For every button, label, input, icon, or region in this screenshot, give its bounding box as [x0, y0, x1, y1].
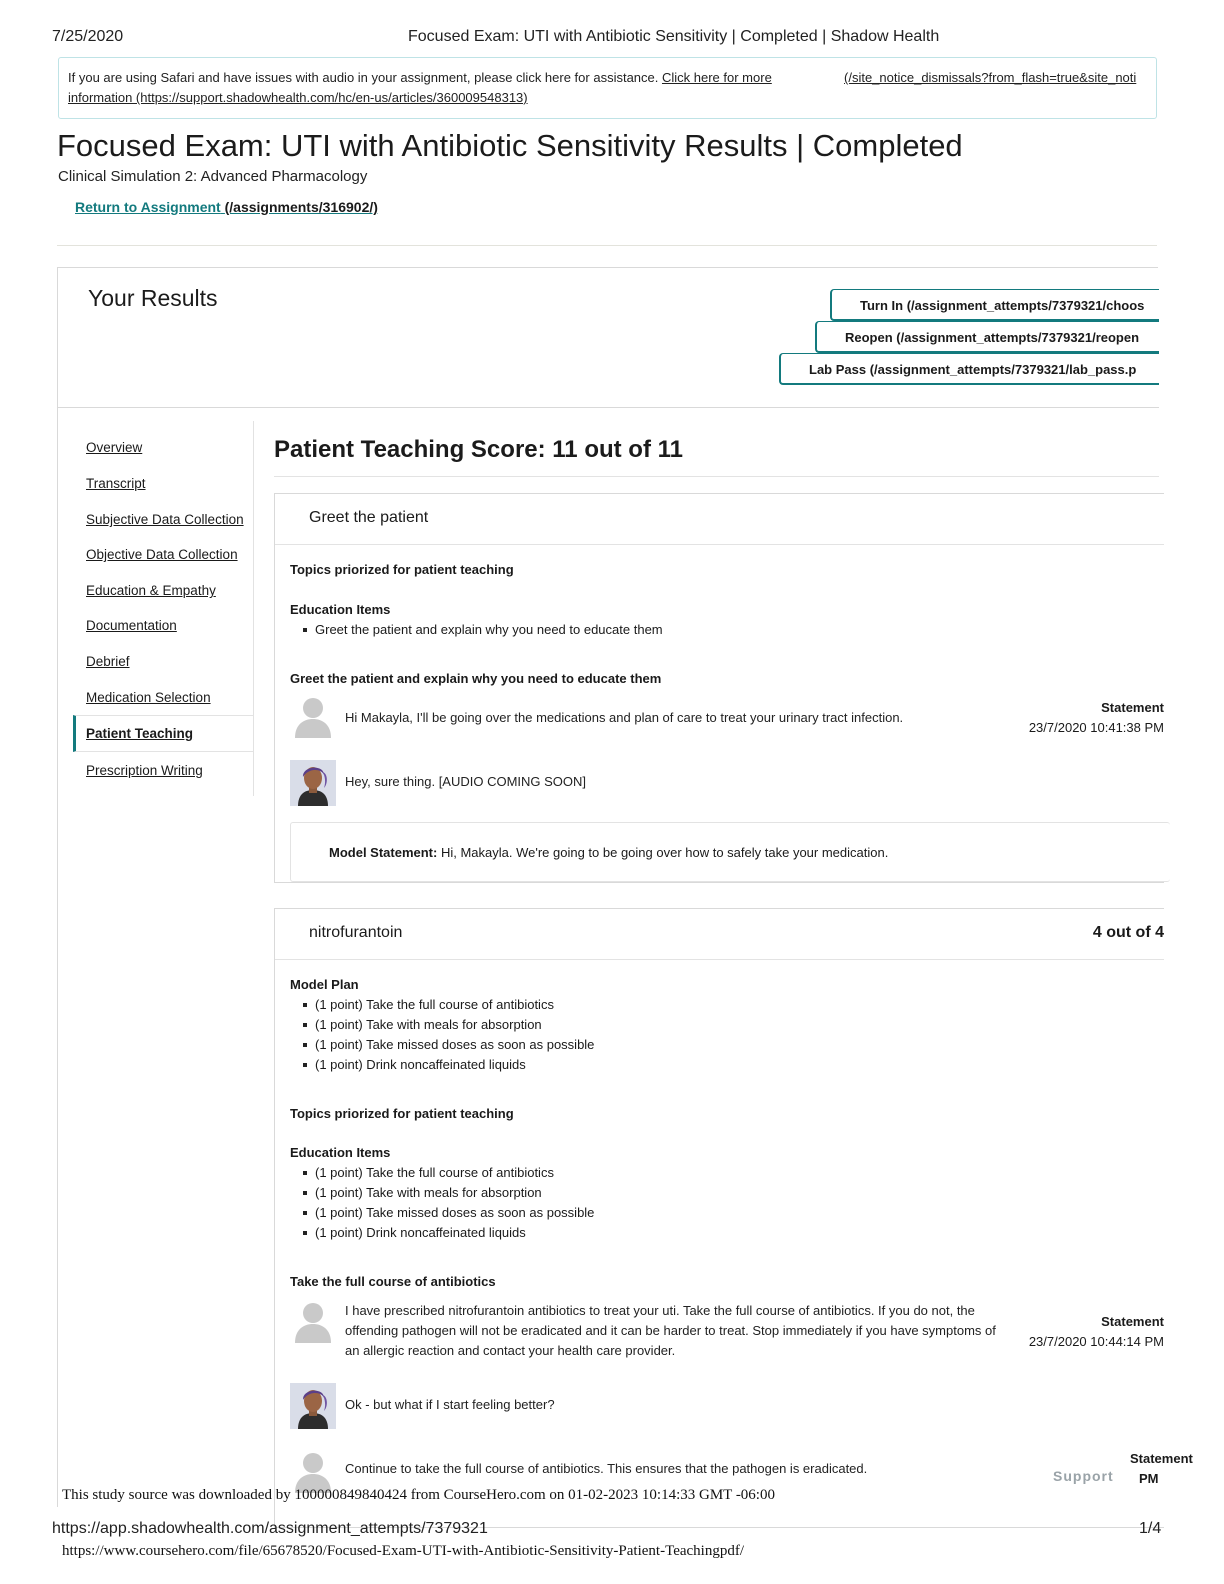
turn-in-button[interactable]: Turn In (/assignment_attempts/7379321/choos — [830, 289, 1159, 321]
score-title: Patient Teaching Score: 11 out of 11 — [274, 436, 683, 463]
sidebar-item-overview[interactable]: Overview — [86, 440, 143, 455]
statement-time: 23/7/2020 10:44:14 PM — [1028, 1334, 1164, 1349]
sidebar-item-medication-selection[interactable]: Medication Selection — [86, 690, 211, 705]
education-items-label: Education Items — [290, 602, 391, 617]
patient-avatar — [290, 1383, 336, 1429]
education-items-label: Education Items — [290, 1145, 391, 1160]
user-silhouette-icon — [290, 692, 336, 738]
sidebar-item-patient-teaching[interactable]: Patient Teaching — [86, 726, 194, 741]
education-item: Greet the patient and explain why you need to educate them — [315, 622, 663, 637]
divider — [57, 245, 1157, 246]
student-avatar — [290, 1297, 336, 1343]
statement-label: Statement — [1101, 1314, 1164, 1329]
print-url: https://app.shadowhealth.com/assignment_attempts/7379321 — [52, 1520, 488, 1537]
page-number: 1/4 — [1139, 1520, 1162, 1537]
support-button[interactable]: Support — [1053, 1468, 1114, 1484]
return-path: (/assignments/316902/) — [224, 199, 378, 215]
model-plan-item: (1 point) Take with meals for absorption — [315, 1017, 542, 1032]
section-label: Greet the patient and explain why you need to educate them — [290, 671, 662, 686]
patient-avatar-icon — [290, 1383, 336, 1429]
lab-pass-button[interactable]: Lab Pass (/assignment_attempts/7379321/lab_pass.p — [779, 353, 1159, 385]
nitro-card-header — [275, 909, 1164, 960]
print-doc-title: Focused Exam: UTI with Antibiotic Sensitivity | Completed | Shadow Health — [408, 28, 940, 45]
statement-meta — [1029, 698, 1164, 738]
model-statement-box — [290, 822, 1170, 882]
model-statement — [329, 845, 888, 860]
statement-label: Statement — [1130, 1451, 1193, 1466]
sidebar-divider — [253, 421, 254, 796]
nitrofurantoin-card — [274, 908, 1193, 1528]
coursehero-url: https://www.coursehero.com/file/65678520/Focused-Exam-UTI-with-Antibiotic-Sensitivity-Patient-Teachingpdf/ — [62, 1543, 745, 1559]
notice-text: If you are using Safari and have issues with audio in your assignment, please click here for assistance. — [68, 70, 662, 85]
statement-meta — [1130, 1449, 1193, 1469]
statement-meta — [1029, 1312, 1164, 1352]
sidebar-item-prescription-writing[interactable]: Prescription Writing — [86, 763, 203, 778]
greet-card-header — [275, 494, 1164, 545]
patient-message: Hey, sure thing. [AUDIO COMING SOON] — [345, 774, 587, 789]
statement-label: Statement — [1101, 700, 1164, 715]
nitro-card-score: 4 out of 4 — [1092, 924, 1164, 941]
model-statement-label: Model Statement: — [329, 845, 438, 860]
topics-label: Topics priorized for patient teaching — [290, 562, 514, 577]
statement-time: 23/7/2020 10:41:38 PM — [1028, 720, 1164, 735]
model-plan-label: Model Plan — [290, 977, 359, 992]
model-plan-item: (1 point) Take missed doses as soon as possible — [315, 1037, 595, 1052]
education-item: (1 point) Take with meals for absorption — [315, 1185, 542, 1200]
section-label: Take the full course of antibiotics — [290, 1274, 496, 1289]
return-to-assignment-link[interactable] — [75, 199, 378, 215]
reopen-button[interactable]: Reopen (/assignment_attempts/7379321/reopen — [815, 321, 1159, 353]
greet-card — [274, 493, 1164, 883]
sidebar-item-subjective-data[interactable]: Subjective Data Collection — [86, 512, 244, 527]
sidebar-item-transcript[interactable]: Transcript — [86, 476, 146, 491]
topics-label: Topics priorized for patient teaching — [290, 1106, 514, 1121]
notice-dismiss-link[interactable]: (/site_notice_dismissals?from_flash=true&site_noti — [844, 70, 1137, 85]
notice-help-link[interactable]: Click here for more — [661, 70, 772, 85]
sidebar-item-debrief[interactable]: Debrief — [86, 654, 130, 669]
sidebar-item-documentation[interactable]: Documentation — [86, 618, 177, 633]
results-panel — [57, 267, 1193, 1507]
page-title: Focused Exam: UTI with Antibiotic Sensitivity Results | Completed — [57, 128, 963, 163]
model-plan-item: (1 point) Drink noncaffeinated liquids — [315, 1057, 526, 1072]
education-item: (1 point) Drink noncaffeinated liquids — [315, 1225, 526, 1240]
model-statement-text: Hi, Makayla. We're going to be going over how to safely take your medication. — [437, 845, 889, 860]
return-label: Return to Assignment — [75, 199, 221, 215]
notice-line-1 — [68, 70, 772, 85]
greet-card-title: Greet the patient — [309, 509, 429, 526]
results-title: Your Results — [88, 285, 218, 311]
results-header — [58, 268, 1159, 408]
score-divider — [274, 476, 1159, 477]
education-item: (1 point) Take missed doses as soon as possible — [315, 1205, 595, 1220]
nitro-card-title: nitrofurantoin — [309, 924, 403, 941]
model-plan-item: (1 point) Take the full course of antibiotics — [315, 997, 554, 1012]
patient-avatar-icon — [290, 760, 336, 806]
site-notice-banner — [58, 57, 1157, 119]
notice-help-link-continued[interactable]: information (https://support.shadowhealth.com/hc/en-us/articles/360009548313) — [68, 90, 528, 105]
student-message: I have prescribed nitrofurantoin antibiotics to treat your uti. Take the full course of antibiotics. If you do not, the offending pathogen will not be eradicated and it can be harder to treat. Stop immediately if you have symptoms of an allergic reaction and contact your health care provider. — [345, 1303, 996, 1358]
student-avatar — [290, 692, 336, 738]
patient-avatar — [290, 760, 336, 806]
user-silhouette-icon — [290, 1297, 336, 1343]
student-message: Hi Makayla, I'll be going over the medications and plan of care to treat your urinary tract infection. — [345, 710, 904, 725]
statement-time-fragment: PM — [1139, 1471, 1159, 1486]
download-source-note: This study source was downloaded by 100000849840424 from CourseHero.com on 01-02-2023 10:14:33 GMT -06:00 — [62, 1487, 775, 1503]
education-item: (1 point) Take the full course of antibiotics — [315, 1165, 554, 1180]
print-date: 7/25/2020 — [52, 28, 124, 45]
patient-message: Ok - but what if I start feeling better? — [345, 1397, 555, 1412]
student-message: Continue to take the full course of antibiotics. This ensures that the pathogen is eradicated. — [345, 1461, 868, 1476]
page-subtitle: Clinical Simulation 2: Advanced Pharmacology — [58, 168, 368, 185]
sidebar-item-education-empathy[interactable]: Education & Empathy — [86, 583, 216, 598]
sidebar-item-objective-data[interactable]: Objective Data Collection — [86, 547, 238, 562]
